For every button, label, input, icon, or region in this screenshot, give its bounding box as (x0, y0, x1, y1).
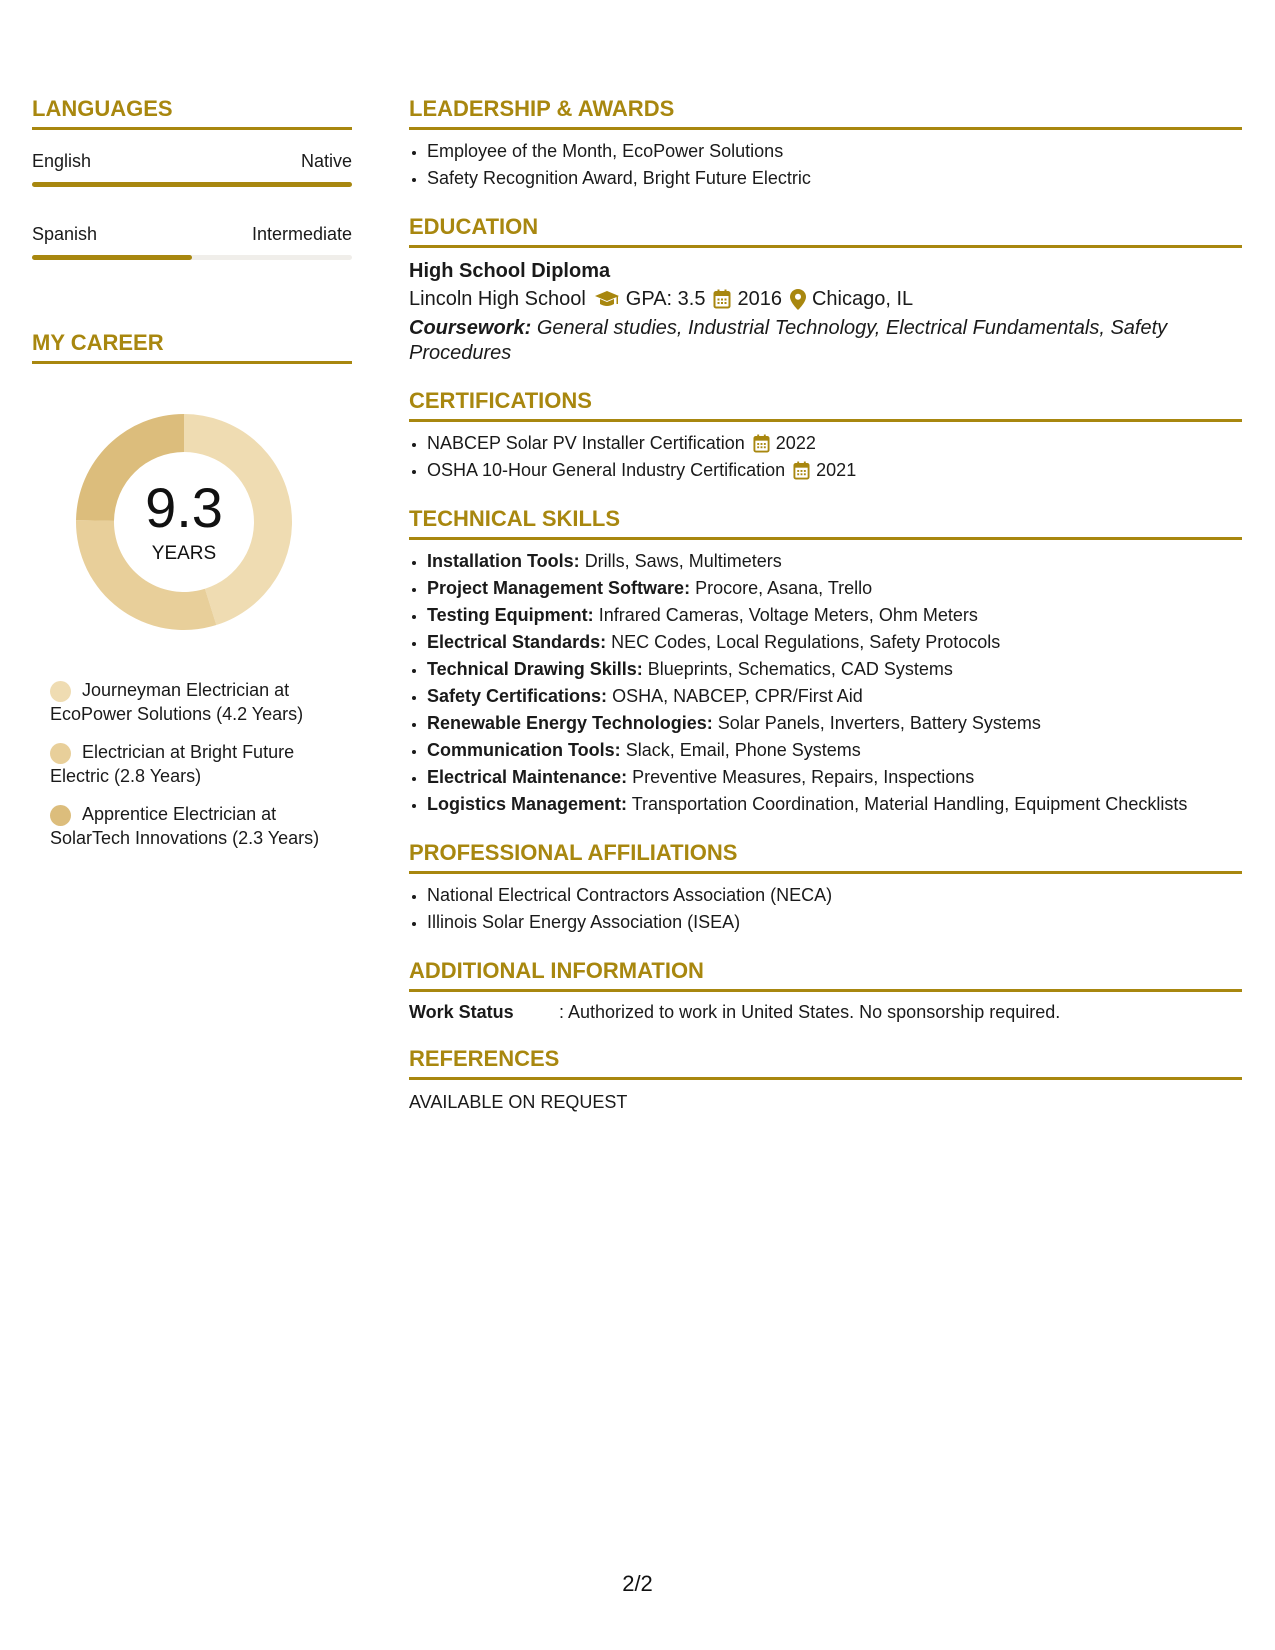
education-title: EDUCATION (409, 214, 1242, 248)
calendar-icon (793, 461, 810, 480)
skill-label: Electrical Maintenance: (427, 767, 628, 787)
coursework-label: Coursework: (409, 317, 532, 339)
additional-section (409, 958, 1242, 1024)
language-bar (32, 255, 352, 260)
list-item (427, 764, 1242, 791)
skill-label: Renewable Energy Technologies: (427, 713, 713, 733)
certifications-title: CERTIFICATIONS (409, 388, 1242, 422)
skill-value: Drills, Saws, Multimeters (584, 551, 782, 571)
list-item (427, 629, 1242, 656)
school-name: Lincoln High School (409, 288, 586, 310)
career-legend (50, 678, 330, 850)
career-legend-item (50, 678, 330, 726)
calendar-icon (753, 434, 770, 453)
leadership-section (409, 96, 1242, 192)
list-item (427, 575, 1242, 602)
coursework-text: General studies, Industrial Technology, Electrical Fundamentals, Safety Procedures (409, 317, 1168, 364)
legend-dot (50, 805, 71, 826)
career-legend-label: Apprentice Electrician at SolarTech Innovations (2.3 Years) (50, 804, 320, 848)
leadership-title: LEADERSHIP & AWARDS (409, 96, 1242, 130)
skill-value: Slack, Email, Phone Systems (625, 740, 861, 760)
list-item (427, 457, 1242, 484)
skill-value: Blueprints, Schematics, CAD Systems (647, 659, 953, 679)
language-item (32, 150, 352, 187)
career-donut (64, 402, 304, 642)
list-item (427, 548, 1242, 575)
skill-value: Infrared Cameras, Voltage Meters, Ohm Meters (598, 605, 978, 625)
skill-value: Solar Panels, Inverters, Battery Systems (717, 713, 1041, 733)
legend-dot (50, 681, 71, 702)
list-item: • National Electrical Contractors Association (NECA) (427, 882, 1242, 909)
work-status-label: Work Status (409, 1002, 514, 1022)
degree: High School Diploma (409, 260, 611, 282)
career-total: 9.3 (145, 476, 223, 539)
additional-title: ADDITIONAL INFORMATION (409, 958, 1242, 992)
language-bar-fill (32, 182, 352, 187)
page-number: 2/2 (622, 1571, 653, 1596)
work-status-value: : Authorized to work in United States. No sponsorship required. (559, 1002, 1061, 1022)
list-item: • Illinois Solar Energy Association (ISEA) (427, 909, 1242, 936)
language-bar-fill (32, 255, 192, 260)
skill-label: Safety Certifications: (427, 686, 608, 706)
career-title: MY CAREER (32, 330, 352, 364)
education-details (409, 284, 1242, 314)
education-section (409, 214, 1242, 366)
affiliations-title: PROFESSIONAL AFFILIATIONS (409, 840, 1242, 874)
skill-value: NEC Codes, Local Regulations, Safety Protocols (611, 632, 1001, 652)
skill-label: Project Management Software: (427, 578, 691, 598)
certification-year: 2021 (816, 460, 857, 480)
list-item (427, 602, 1242, 629)
list-item (427, 656, 1242, 683)
skill-label: Testing Equipment: (427, 605, 594, 625)
affiliations-section (409, 840, 1242, 936)
list-item: • Safety Recognition Award, Bright Future Electric (427, 165, 1242, 192)
certifications-section (409, 388, 1242, 484)
calendar-icon (713, 289, 731, 309)
career-legend-item (50, 740, 330, 788)
school-location: Chicago, IL (811, 288, 914, 310)
references-title: REFERENCES (409, 1046, 1242, 1080)
skill-value: Transportation Coordination, Material Handling, Equipment Checklists (631, 794, 1188, 814)
language-item (32, 223, 352, 260)
references-text: AVAILABLE ON REQUEST (409, 1092, 628, 1112)
skill-label: Installation Tools: (427, 551, 580, 571)
list-item (427, 683, 1242, 710)
list-item (427, 737, 1242, 764)
skill-label: Electrical Standards: (427, 632, 607, 652)
language-level: Native (300, 151, 352, 171)
list-item (427, 791, 1242, 818)
references-section (409, 1046, 1242, 1114)
certification-year: 2022 (775, 433, 816, 453)
list-item: • Employee of the Month, EcoPower Solutions (427, 138, 1242, 165)
skill-label: Communication Tools: (427, 740, 621, 760)
legend-dot (50, 743, 71, 764)
language-name: Spanish (32, 224, 98, 244)
skill-label: Logistics Management: (427, 794, 628, 814)
career-unit: YEARS (151, 543, 217, 564)
skill-value: Procore, Asana, Trello (695, 578, 873, 598)
graduation-cap-icon (594, 290, 620, 308)
career-legend-label: Journeyman Electrician at EcoPower Solutions (4.2 Years) (50, 680, 304, 724)
certification-name: • OSHA 10-Hour General Industry Certification (427, 460, 786, 480)
skills-title: TECHNICAL SKILLS (409, 506, 1242, 540)
coursework (409, 316, 1242, 366)
work-status-row (409, 1000, 1242, 1024)
list-item (427, 710, 1242, 737)
career-legend-item (50, 802, 330, 850)
skill-value: Preventive Measures, Repairs, Inspections (632, 767, 975, 787)
language-level: Intermediate (251, 224, 352, 244)
location-pin-icon (790, 289, 806, 310)
list-item (427, 430, 1242, 457)
skills-section (409, 506, 1242, 818)
language-name: English (32, 151, 92, 171)
career-legend-label: Electrician at Bright Future Electric (2.8 Years) (50, 742, 295, 786)
languages-title: LANGUAGES (32, 96, 352, 130)
left-column (32, 96, 352, 864)
right-column (409, 96, 1242, 1136)
gpa: GPA: 3.5 (625, 288, 706, 310)
graduation-year: 2016 (737, 288, 782, 310)
skill-value: OSHA, NABCEP, CPR/First Aid (612, 686, 863, 706)
skill-label: Technical Drawing Skills: (427, 659, 643, 679)
certification-name: • NABCEP Solar PV Installer Certification (427, 433, 745, 453)
language-bar (32, 182, 352, 187)
